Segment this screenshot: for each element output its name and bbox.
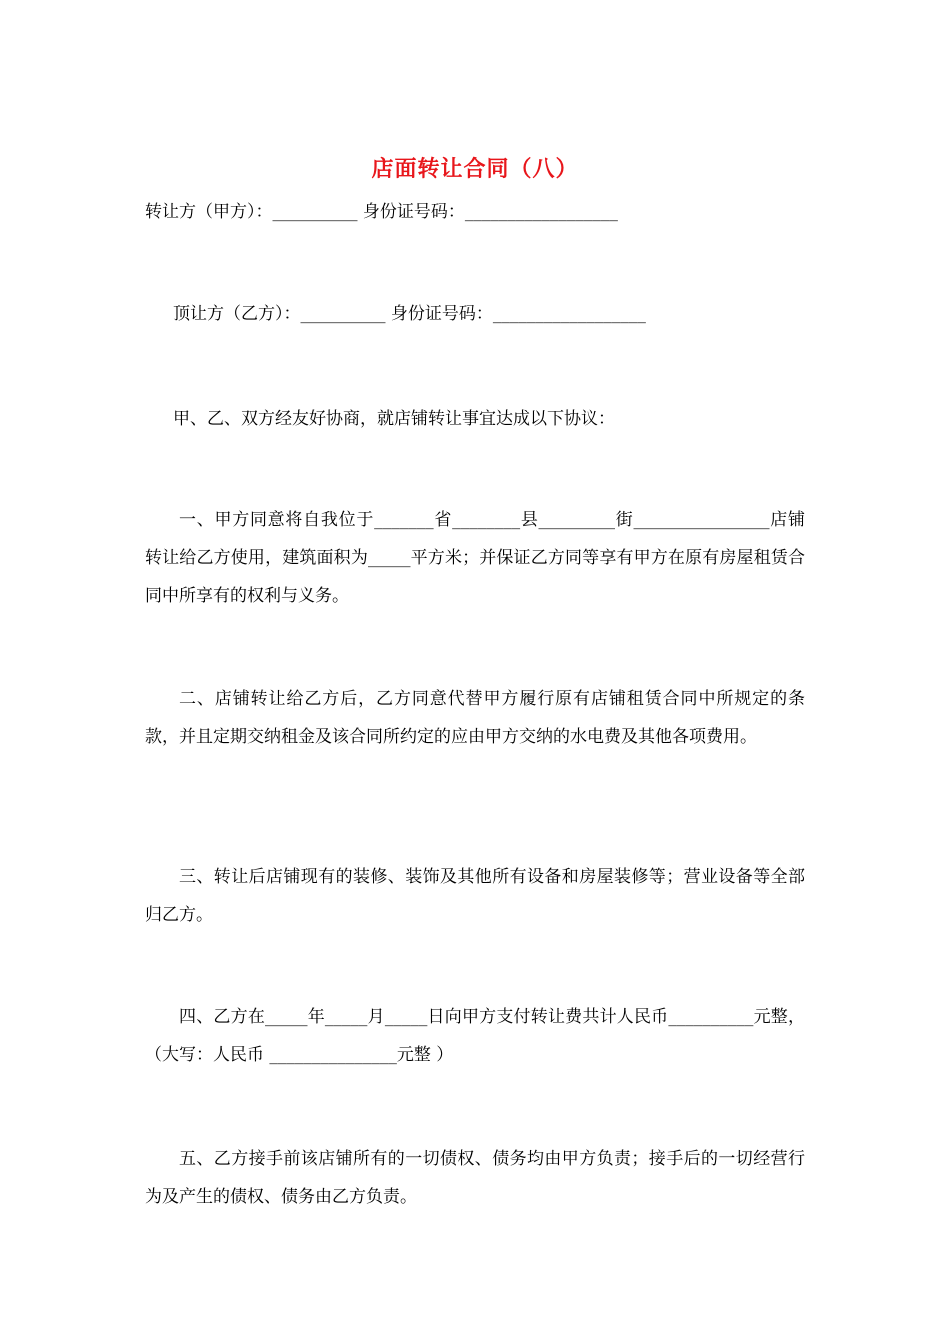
document-title: 店面转让合同（八） — [371, 157, 579, 182]
transferor-line: 转让方（甲方）：__________ 身份证号码：__________________ — [145, 202, 618, 222]
clause-1 — [145, 501, 805, 615]
clause-5 — [145, 1140, 805, 1216]
clause-text: 二、店铺转让给乙方后，乙方同意代替甲方履行原有店铺租赁合同中所规定的条款，并且定期交纳租金及该合同所约定的应由甲方交纳的水电费及其他各项费用。 — [145, 689, 805, 747]
intro-line: 甲、乙、双方经友好协商，就店铺转让事宜达成以下协议： — [173, 409, 615, 429]
clause-2 — [145, 680, 805, 756]
clause-text: 五、乙方接手前该店铺所有的一切债权、债务均由甲方负责；接手后的一切经营行为及产生的债权、债务由乙方负责。 — [145, 1149, 805, 1207]
clause-3 — [145, 858, 805, 934]
clause-text: 四、乙方在_____年_____月_____日向甲方支付转让费共计人民币__________元整，（大写：人民币 _______________元整 ） — [145, 1007, 805, 1065]
transferee-line: 顶让方（乙方）：__________ 身份证号码：__________________ — [173, 304, 646, 324]
clause-4 — [145, 998, 805, 1074]
clause-text: 一、甲方同意将自我位于_______省________县_________街________________店铺转让给乙方使用，建筑面积为_____平方米；并保证乙方同等享有甲方在原有房屋租赁合同中所享有的权利与义务。 — [145, 510, 805, 606]
clause-text: 三、转让后店铺现有的装修、装饰及其他所有设备和房屋装修等；营业设备等全部归乙方。 — [145, 867, 805, 925]
